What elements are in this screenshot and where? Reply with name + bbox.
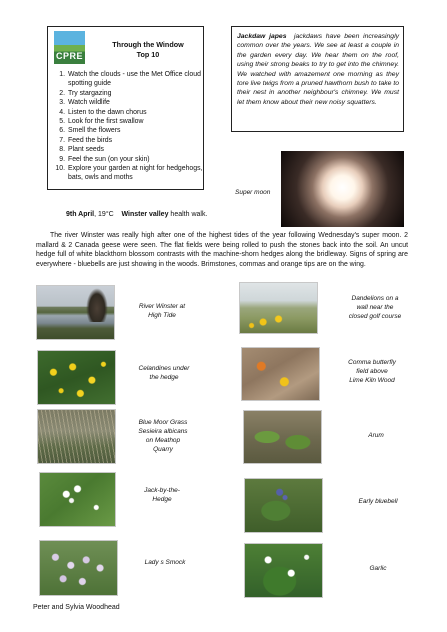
jackdaw-body: jackdaws have been increasingly common over the years. We see at least a couple in the garden every day. We hear them on the roof, using their strong beaks to try to get into the chimney. We watched with amazement one morning as they tore live twigs from a pruned hawthorn bush to take to their nest in another neighbour's chimney. We must let them know about their new noisy squatters.	[237, 33, 400, 106]
jack-by-the-hedge-photo	[39, 472, 116, 527]
top-ten-list	[51, 70, 203, 183]
blue-moor-grass-photo	[37, 409, 116, 464]
top-ten-title-line1: Through the Window	[112, 40, 184, 49]
list-item: 9. Feel the sun (on your skin)	[59, 155, 150, 163]
list-item: 1. Watch the clouds - use the Met Office cloud spotting guide	[59, 71, 201, 88]
arum-caption: Arum	[368, 432, 384, 439]
dandelions-caption: Dandelions on a wall near the closed golf course	[348, 295, 402, 320]
super-moon-photo	[281, 151, 404, 227]
celandines-caption: Celandines under the hedge	[138, 365, 190, 381]
list-item: 8. Plant seeds	[59, 146, 105, 154]
walk-rest: health walk.	[170, 211, 208, 218]
list-item: 5. Look for the first swallow	[59, 118, 144, 126]
cpre-logo-text: CPRE	[55, 51, 83, 61]
list-item: 10. Explore your garden at night for hedgehogs, bats, owls and moths	[55, 165, 203, 182]
jack-by-the-hedge-caption: Jack-by-the- Hedge	[144, 487, 180, 503]
list-item: 6. Smell the flowers	[59, 127, 121, 135]
river-winster-photo	[36, 285, 115, 340]
top-ten-title-line2: Top 10	[136, 50, 160, 59]
author-credit: Peter and Sylvia Woodhead	[33, 604, 120, 611]
walk-paragraph: The river Winster was really high after one of the highest tides of the year following Wednesday's super moon. 2 mallard & 2 Canada geese were seen. The flat fields were being rolled to push the stones back into the soil. An uncut hedge full of white blackthorn blossom contrasts with the machine-shorn hedges along the bridleway. Signs of spring are everywhere - bluebells are just showing in the woods. Brimstones, commas and orange tips are on the wing.	[36, 232, 408, 268]
walk-place: Winster valley	[121, 211, 169, 218]
garlic-photo	[244, 543, 323, 598]
ladys-smock-caption: Lady s Smock	[144, 559, 186, 566]
ladys-smock-photo	[39, 540, 118, 596]
dandelions-photo	[239, 282, 318, 334]
list-item: 3. Watch wildlife	[59, 99, 110, 107]
list-item: 7. Feed the birds	[59, 136, 113, 144]
walk-temp: 19°C	[98, 211, 114, 218]
jackdaw-box	[231, 26, 404, 132]
super-moon-caption: Super moon	[235, 189, 271, 196]
jackdaw-heading: Jackdaw japes	[237, 33, 287, 40]
top-ten-box	[47, 26, 204, 190]
early-bluebell-caption: Early bluebell	[358, 498, 398, 505]
walk-date: 9th April	[66, 211, 95, 218]
garlic-caption: Garlic	[369, 565, 387, 572]
cpre-logo	[54, 31, 85, 64]
list-item: 2. Try stargazing	[59, 89, 112, 97]
walk-heading: 9th April, 19°C Winster valley health walk.	[66, 211, 208, 218]
comma-butterfly-photo	[241, 347, 320, 401]
early-bluebell-photo	[244, 478, 323, 533]
celandines-photo	[37, 350, 116, 405]
river-winster-caption: River Winster at High Tide	[138, 303, 186, 319]
list-item: 4. Listen to the dawn chorus	[59, 108, 147, 116]
comma-butterfly-caption: Comma butterfly field above Lime Kiln Wood	[348, 359, 396, 384]
blue-moor-grass-caption: Blue Moor Grass Sesieira albicans on Meathop Quarry	[138, 419, 188, 453]
arum-photo	[243, 410, 322, 464]
top-ten-title	[96, 40, 200, 60]
